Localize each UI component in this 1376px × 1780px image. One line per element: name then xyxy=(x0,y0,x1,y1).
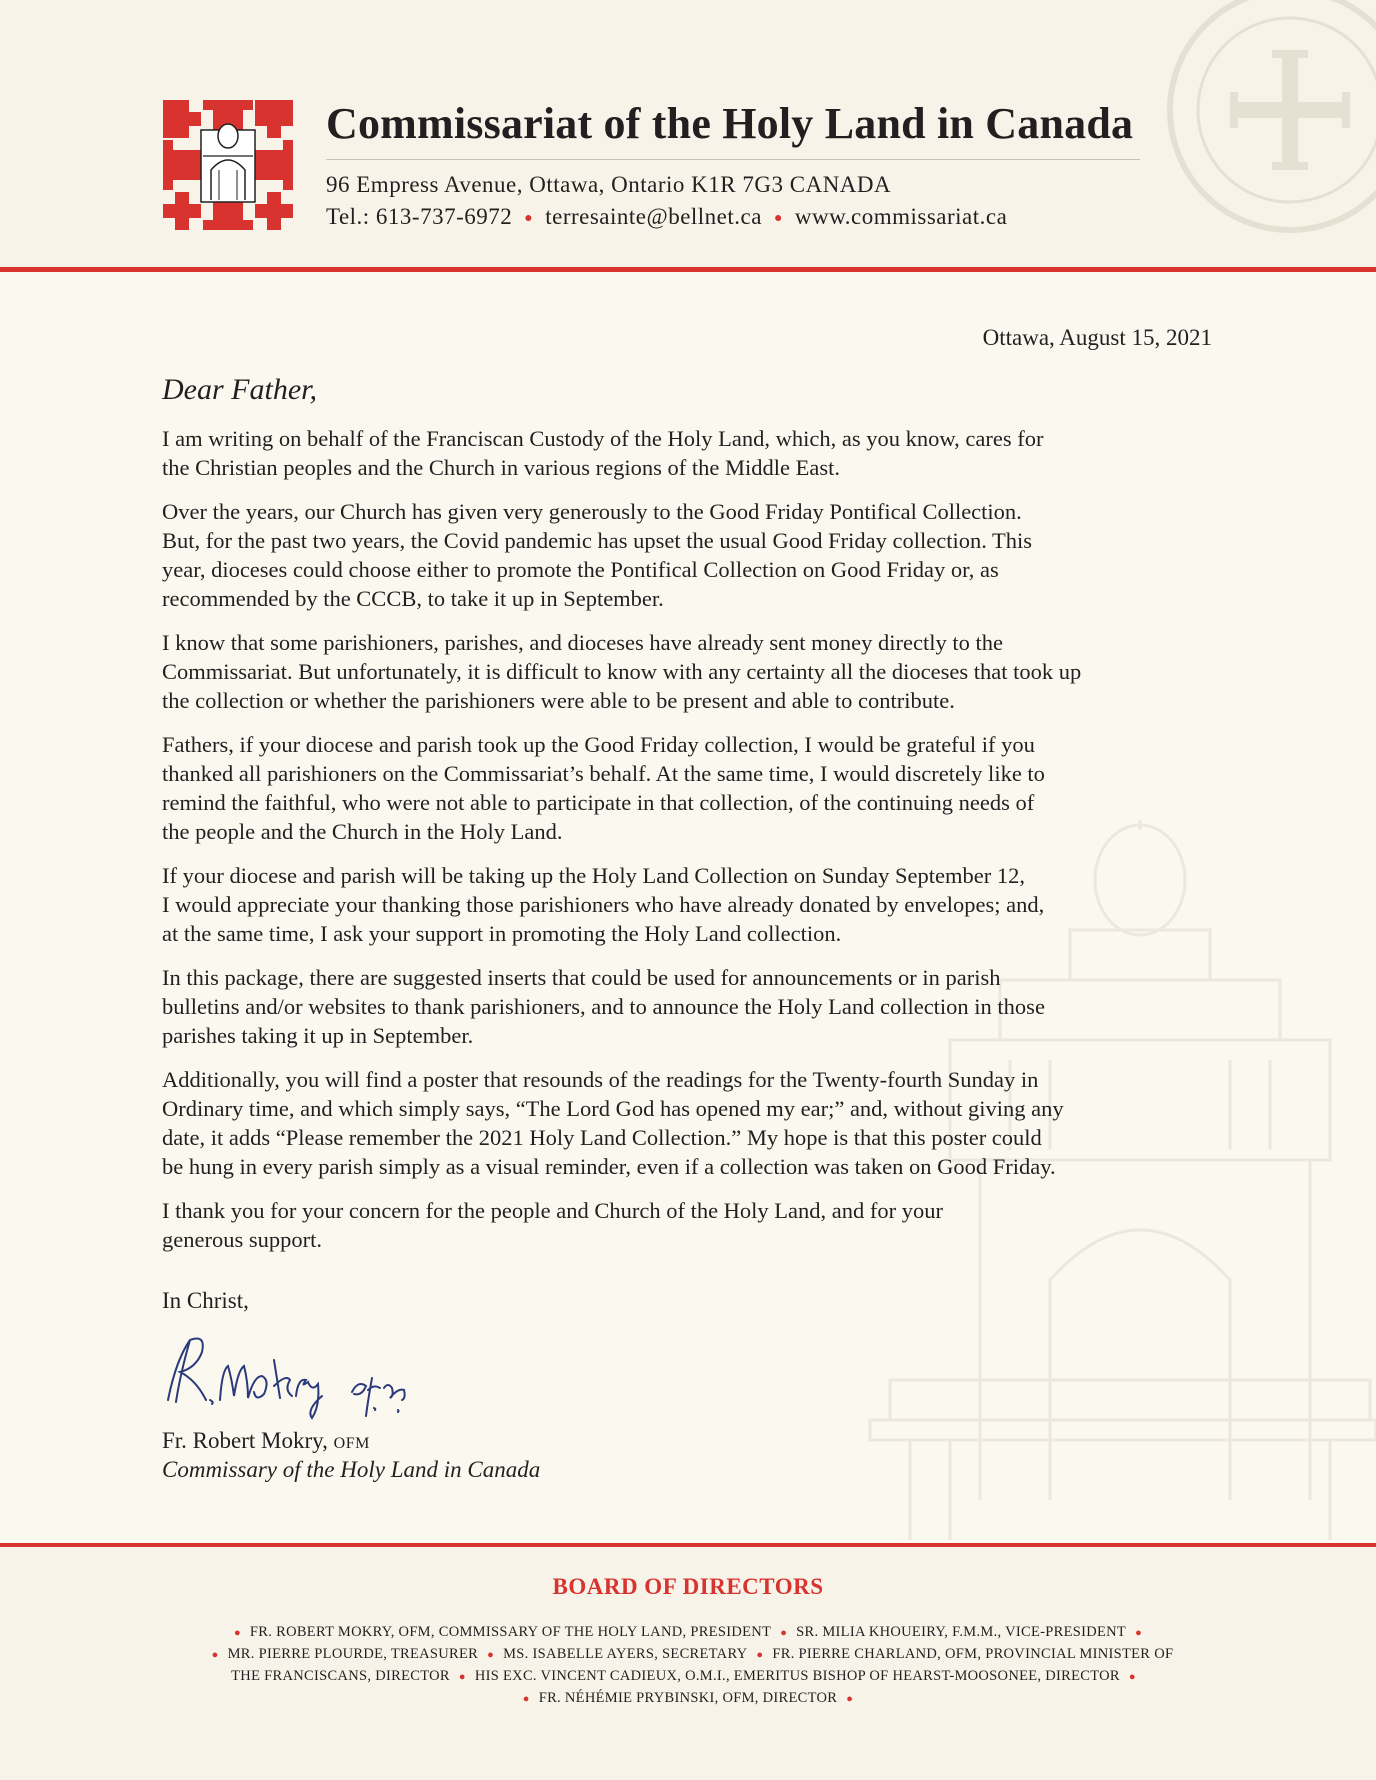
handwritten-signature xyxy=(162,1330,462,1420)
footer-divider xyxy=(0,1543,1376,1547)
bullet-icon: ● xyxy=(1128,1671,1136,1683)
bullet-icon: ● xyxy=(524,210,534,226)
board-member: FR. ROBERT MOKRY, OFM, COMMISSARY OF THE HOLY LAND, PRESIDENT xyxy=(249,1624,772,1640)
board-title: BOARD OF DIRECTORS xyxy=(552,1574,824,1599)
website-link[interactable]: www.commissariat.ca xyxy=(794,204,1008,229)
paragraph: I am writing on behalf of the Franciscan Custody of the Holy Land, which, as you know, cares for the Christian peoples and the Church in various regions of the Middle East. xyxy=(162,426,1044,480)
bullet-icon: ● xyxy=(773,210,783,226)
bullet-icon: ● xyxy=(1135,1627,1143,1639)
paragraph: In this package, there are suggested inserts that could be used for announcements or in parish bulletins and/or websites to thank parishioners, and to announce the Holy Land collection in those parishes taking it up in September. xyxy=(162,965,1045,1048)
paragraph: I thank you for your concern for the people and Church of the Holy Land, and for your generous support. xyxy=(162,1198,944,1252)
letter-body xyxy=(162,424,1222,1269)
email-link[interactable]: terresainte@bellnet.ca xyxy=(545,204,762,229)
board-member: MR. PIERRE PLOURDE, TREASURER xyxy=(227,1646,479,1662)
board-member: MS. ISABELLE AYERS, SECRETARY xyxy=(503,1646,748,1662)
bullet-icon: ● xyxy=(211,1649,219,1661)
board-line xyxy=(150,1688,1226,1710)
paragraph: Additionally, you will find a poster that resounds of the readings for the Twenty-fourth Sunday in Ordinary time, and which simply says, “The Lord God has opened my ear;” and, without giving any date, it adds “Please remember the 2021 Holy Land Collection.” My hope is that this poster could be hung in every parish simply as a visual reminder, even if a collection was taken on Good Friday. xyxy=(162,1067,1064,1179)
bullet-icon: ● xyxy=(458,1671,466,1683)
bullet-icon: ● xyxy=(756,1649,764,1661)
bullet-icon: ● xyxy=(780,1627,788,1639)
paragraph: I know that some parishioners, parishes, and dioceses have already sent money directly to the Commissariat. But unfortunately, it is difficult to know with any certainty all the dioceses that took up the collection or whether the parishioners were able to be present and able to contribute. xyxy=(162,630,1082,713)
board-line xyxy=(150,1666,1226,1688)
salutation: Dear Father, xyxy=(162,373,317,406)
org-name: Commissariat of the Holy Land in Canada xyxy=(326,99,1134,148)
paragraph: Fathers, if your diocese and parish took up the Good Friday collection, I would be grateful if you thanked all parishioners on the Commissariat’s behalf. At the same time, I would discretely like to remind the faithful, who were not able to participate in that collection, of the continuing needs of the people and the Church in the Holy Land. xyxy=(162,732,1045,844)
signer-suffix: OFM xyxy=(333,1435,370,1452)
signer-title: Commissary of the Holy Land in Canada xyxy=(162,1457,541,1482)
paragraph: If your diocese and parish will be taking up the Holy Land Collection on Sunday September 12, I would appreciate your thanking those parishioners who have already donated by envelopes; and, at the same time, I ask your support in promoting the Holy Land collection. xyxy=(162,863,1045,946)
contact-line xyxy=(326,204,1007,230)
header-divider xyxy=(0,267,1376,272)
bullet-icon: ● xyxy=(233,1627,241,1639)
phone-number: Tel.: 613-737-6972 xyxy=(326,204,513,229)
closing: In Christ, xyxy=(162,1288,249,1313)
bullet-icon: ● xyxy=(846,1693,854,1705)
org-address: 96 Empress Avenue, Ottawa, Ontario K1R 7G3 CANADA xyxy=(326,172,892,197)
board-member: FR. PIERRE CHARLAND, OFM, PROVINCIAL MINISTER OF xyxy=(772,1646,1174,1662)
board-line xyxy=(150,1622,1226,1644)
seal-watermark xyxy=(1160,0,1376,240)
letter-date: Ottawa, August 15, 2021 xyxy=(982,325,1212,350)
board-member: SR. MILIA KHOUEIRY, F.M.M., VICE-PRESIDENT xyxy=(796,1624,1127,1640)
board-member: FR. NÉHÉMIE PRYBINSKI, OFM, DIRECTOR xyxy=(538,1690,838,1706)
board-line xyxy=(150,1644,1226,1666)
org-name-divider xyxy=(326,159,1140,160)
signer-name xyxy=(162,1428,370,1454)
paragraph: Over the years, our Church has given very generously to the Good Friday Pontifical Collection. But, for the past two years, the Covid pandemic has upset the usual Good Friday collection. This year, dioceses could choose either to promote the Pontifical Collection on Good Friday or, as recommended by the CCCB, to take it up in September. xyxy=(162,499,1033,611)
board-member: HIS EXC. VINCENT CADIEUX, O.M.I., EMERITUS BISHOP OF HEARST-MOOSONEE, DIRECTOR xyxy=(474,1668,1120,1684)
bullet-icon: ● xyxy=(522,1693,530,1705)
board-list xyxy=(150,1622,1226,1710)
bullet-icon: ● xyxy=(487,1649,495,1661)
signer-name-text: Fr. Robert Mokry, xyxy=(162,1428,334,1453)
jerusalem-cross-logo xyxy=(163,100,293,230)
board-member: THE FRANCISCANS, DIRECTOR xyxy=(231,1668,450,1684)
